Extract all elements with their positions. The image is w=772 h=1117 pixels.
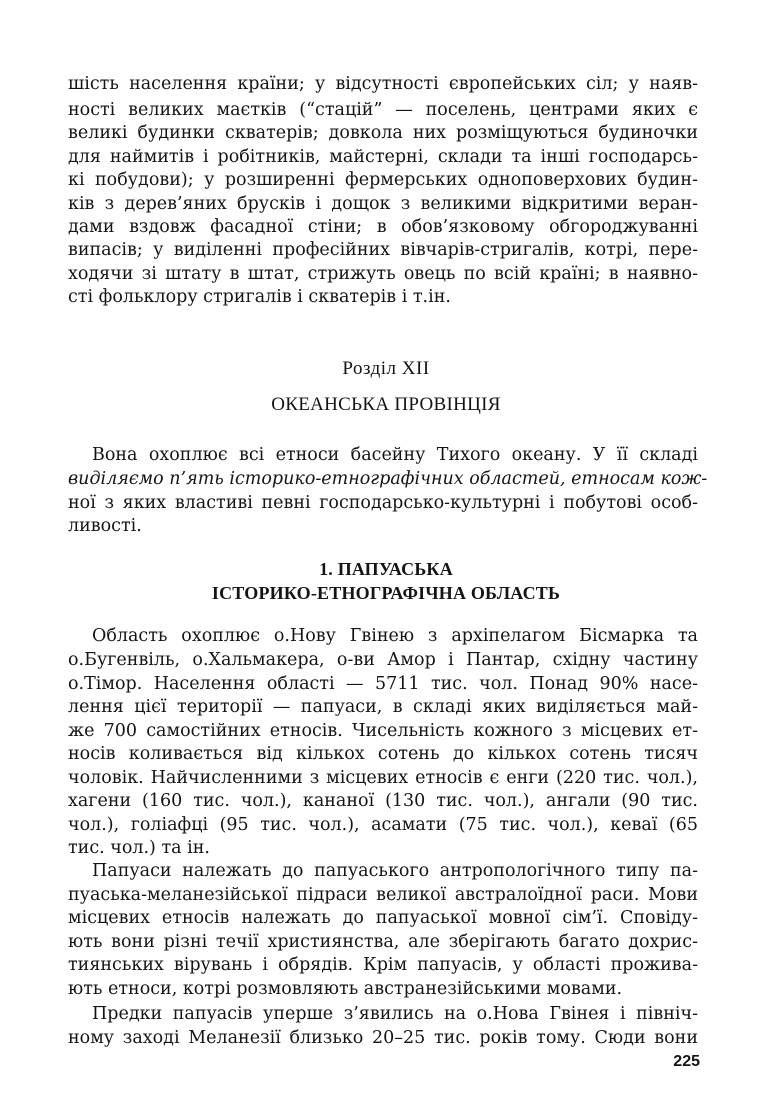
text-line: Предки папуасів уперше з’явились на о.Нова Гвінея і північ- xyxy=(92,1004,698,1024)
text-line: ності великих маєтків (“стацій” — поселень, центрами яких є xyxy=(68,100,698,120)
text-line: же 700 самостійних етносів. Чисельність кожного з місцевих ет- xyxy=(68,721,698,741)
text-line: хагени (160 тис. чол.), кананої (130 тис. чол.), ангали (90 тис. xyxy=(68,791,698,811)
text-line-italic-mix xyxy=(68,468,708,490)
text-line: пуаська-меланезійської підраси великої австралоїдної раси. Мови xyxy=(68,885,698,905)
text-line: випасів; у виділенні професійних вівчарів-стригалів, котрі, пере- xyxy=(68,240,698,260)
text-line: для наймитів і робітників, майстерні, склади та інші господарсь- xyxy=(68,147,698,167)
text-line: о.Бугенвіль, о.Хальмакера, о-ви Амор і Пантар, східну частину xyxy=(68,650,698,670)
text-line: Область охоплює о.Нову Гвінею з архіпелагом Бісмарка та xyxy=(92,626,698,646)
text-line: ють етноси, котрі розмовляють австранезійськими мовами. xyxy=(68,979,623,999)
text-line: ків з дерев’яних брусків і дощок з великими відкритими веран- xyxy=(68,194,698,214)
text-line: ливості. xyxy=(68,516,142,536)
text-line: сті фольклору стригалів і скватерів і т.ін. xyxy=(68,287,451,307)
text-line: тис. чол.) та ін. xyxy=(68,838,210,858)
text-line: чол.), голіафці (95 тис. чол.), асамати (75 тис. чол.), кеваї (65 xyxy=(68,815,698,835)
text-line: Вона охоплює всі етноси басейну Тихого океану. У її складі xyxy=(92,445,698,465)
text-line: дами вздовж фасадної стіни; в обов’язковому обгороджуванні xyxy=(68,217,698,237)
section-label: Розділ XII xyxy=(342,358,430,379)
text-line: Папуаси належать до папуаського антропологічного типу па- xyxy=(92,861,698,881)
text-line: шість населення країни; у відсутності європейських сіл; у наяв- xyxy=(68,74,698,94)
text-line: місцевих етносів належать до папуаської мовної сім’ї. Сповіду- xyxy=(68,908,698,928)
text-line: кі побудови); у розширенні фермерських одноповерхових будин- xyxy=(68,170,698,190)
text-line: великі будинки скватерів; довкола них розміщуються будиночки xyxy=(68,123,698,143)
text-line: чоловік. Найчисленними з місцевих етносів є енги (220 тис. чол.), xyxy=(68,768,698,788)
text-line: ють вони різні течії християнства, але зберігають багато дохрис- xyxy=(68,932,698,952)
text-line: носів коливається від кількох сотень до кількох сотень тисяч xyxy=(68,744,698,764)
chapter-heading-line2: ІСТОРИКО-ЕТНОГРАФІЧНА ОБЛАСТЬ xyxy=(211,583,561,603)
text-line: лення цієї території — папуаси, в складі яких виділяється май- xyxy=(68,697,698,717)
section-title: ОКЕАНСЬКА ПРОВІНЦІЯ xyxy=(271,394,501,415)
page-number: 225 xyxy=(673,1053,700,1070)
text-line: о.Тімор. Населення області — 5711 тис. чол. Понад 90% насе- xyxy=(68,674,698,694)
text-line: ному заході Меланезії близько 20–25 тис. років тому. Сюди вони xyxy=(68,1028,698,1048)
text-line: тиянських вірувань і обрядів. Крім папуасів, у області прожива- xyxy=(68,955,698,975)
italic-text: виділяємо п’ять історико-етнографічних областей, етносам кож- xyxy=(68,469,708,489)
text-line: ходячи зі штату в штат, стрижуть овець по всій країні; в наявно- xyxy=(68,264,698,284)
chapter-heading-line1: 1. ПАПУАСЬКА xyxy=(319,559,453,579)
text-line: ної з яких властиві певні господарсько-культурні і побутові особ- xyxy=(68,493,698,513)
